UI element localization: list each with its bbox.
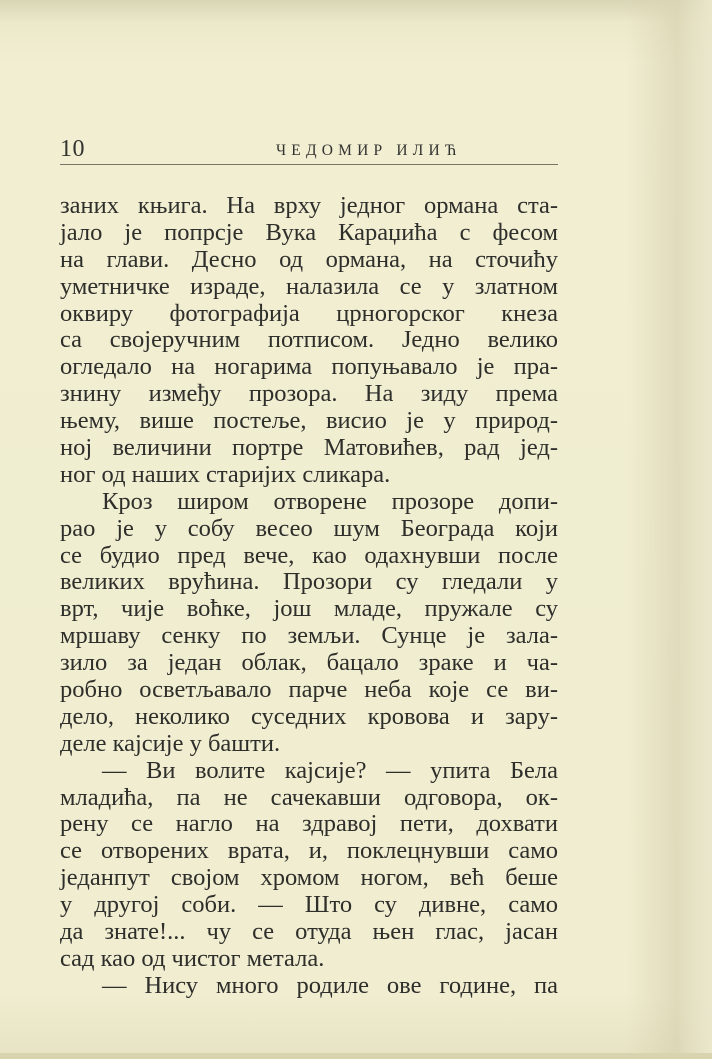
running-head-author: ЧЕДОМИР ИЛИЋ — [276, 142, 462, 159]
text-line: јало је попрсје Вука Караџића с фесом — [60, 218, 558, 246]
text-line: рену се нагло на здравој пети, дохвати — [60, 810, 558, 838]
text-line: се отворених врата, и, поклецнувши само — [60, 837, 558, 865]
text-line: великих врућина. Прозори су гледали у — [60, 568, 558, 596]
text-line: зило за један облак, бацало зраке и ча- — [60, 649, 558, 677]
page-gutter-shadow — [678, 0, 712, 1059]
header-rule — [60, 164, 558, 165]
text-line: ног од наших старијих сликара. — [60, 460, 391, 488]
text-line: огледало на ногарима попуњавало је пра- — [60, 353, 558, 381]
text-line: деле кајсије у башти. — [60, 729, 281, 757]
text-line: Кроз широм отворене прозоре допи- — [102, 487, 558, 515]
text-line: врт, чије воћке, још младе, пружале су — [60, 595, 558, 623]
text-line: на глави. Десно од ормана, на сточићу — [60, 245, 558, 273]
text-line: у другој соби. — Што су дивне, само — [60, 891, 558, 919]
text-line: сад као од чистог метала. — [60, 944, 325, 972]
page-number: 10 — [60, 136, 85, 162]
text-line: ној величини портре Матовићев, рад јед- — [60, 434, 558, 462]
text-line: робно осветљавало парче неба које се ви- — [60, 676, 558, 704]
text-line: знину између прозора. На зиду према — [60, 380, 558, 408]
page-top-shadow — [0, 0, 712, 22]
text-line: се будио пред вече, као одахнувши после — [60, 541, 558, 569]
text-line: једанпут својом хромом ногом, већ беше — [60, 864, 558, 892]
text-line: уметничке израде, налазила се у златном — [60, 272, 558, 300]
text-line: са својеручним потписом. Једно велико — [60, 326, 558, 354]
page-bottom-edge — [0, 1053, 712, 1059]
text-line: заних књига. На врху једног ормана ста- — [60, 192, 558, 219]
text-line: дело, неколико суседних кровова и зару- — [60, 702, 558, 730]
text-line: њему, више постеље, висио је у природ- — [60, 407, 558, 435]
text-line: рао је у собу весео шум Београда који — [60, 514, 558, 542]
text-line: оквиру фотографија црногорског кнеза — [60, 299, 558, 327]
text-line: да знате!... чу се отуда њен глас, јасан — [60, 918, 558, 946]
text-line: младића, па не сачекавши одговора, ок- — [60, 783, 558, 811]
text-line: мршаву сенку по земљи. Сунце је зала- — [60, 622, 558, 650]
body-text — [60, 193, 558, 1000]
page-header — [60, 136, 560, 166]
text-line: — Нису много родиле ове године, па — [102, 971, 558, 999]
text-line: — Ви волите кајсије? — упита Бела — [102, 756, 558, 784]
